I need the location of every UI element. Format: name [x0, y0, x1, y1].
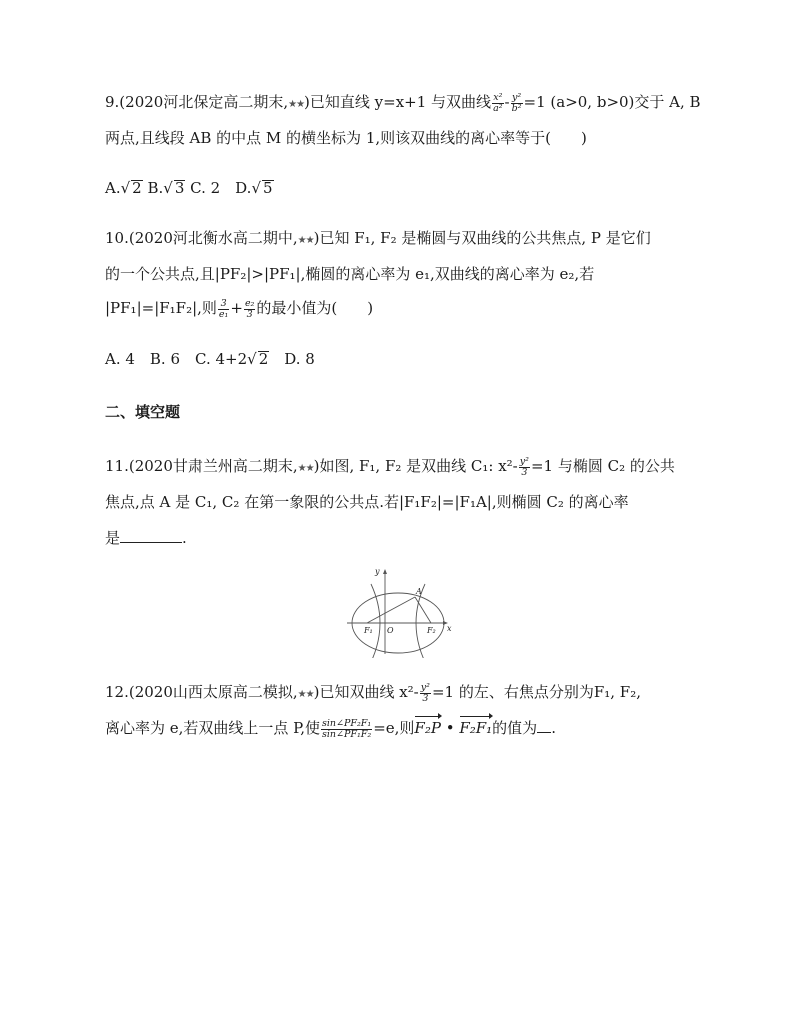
fraction-sin-ratio — [321, 719, 372, 740]
q12-line1 — [105, 682, 641, 705]
period: . — [551, 719, 556, 737]
frac-num: x² — [493, 91, 503, 103]
q9-line2: 两点,且线段 AB 的中点 M 的横坐标为 1,则该双曲线的离心率等于( ) — [105, 129, 587, 147]
q10-line2: 的一个公共点,且|PF₂|>|PF₁|,椭圆的离心率为 e₁,双曲线的离心率为 e₂,若 — [105, 265, 595, 283]
q11-line1 — [105, 456, 675, 479]
sqrt-sign: √ — [251, 179, 262, 197]
frac-num: e₂ — [244, 297, 255, 309]
q11-line3 — [105, 528, 187, 548]
radicand: 2 — [258, 350, 269, 368]
label-f1: F₁ — [364, 626, 373, 635]
frac-num: y² — [519, 455, 529, 467]
sqrt-sign: √ — [247, 350, 257, 368]
frac-num: sin∠PF₂F₁ — [322, 717, 372, 729]
q10-line1 — [105, 228, 651, 251]
fraction-3-e1 — [218, 299, 229, 320]
frac-den: a² — [493, 102, 503, 114]
q9-text: )已知直线 y=x+1 与双曲线 — [304, 93, 492, 111]
fraction-y2-b2 — [511, 93, 523, 114]
option-b: B. — [142, 179, 164, 197]
difficulty-stars: ★★ — [297, 235, 314, 246]
frac-den: e₁ — [218, 308, 229, 320]
q12-text-end: =1 的左、右焦点分别为F₁, F₂, — [431, 683, 641, 701]
q12-line2 — [105, 718, 556, 740]
frac-num: y² — [420, 681, 430, 693]
q12-source: 12.(2020山西太原高二模拟, — [105, 683, 298, 701]
options-abc: A. 4 B. 6 C. 4+2 — [105, 350, 248, 368]
q11-text: )如图, F₁, F₂ 是双曲线 C₁: x²- — [313, 457, 518, 475]
option-d: D. 8 — [269, 350, 315, 368]
frac-den: 3 — [521, 466, 528, 478]
q9-text-end: =1 (a>0, b>0)交于 A, B — [523, 93, 701, 111]
difficulty-stars: ★★ — [288, 99, 305, 110]
label-x: x — [447, 624, 452, 633]
y-axis-arrow — [383, 569, 387, 574]
sqrt-sign: √ — [120, 179, 131, 197]
fraction-e2-3 — [244, 299, 255, 320]
vector-f2p: F₂P — [414, 719, 441, 737]
q10-source: 10.(2020河北衡水高二期中, — [105, 229, 298, 247]
label-origin: O — [387, 626, 394, 635]
q12-text: 离心率为 e,若双曲线上一点 P,使 — [105, 719, 321, 737]
period: . — [182, 529, 187, 547]
difficulty-stars: ★★ — [297, 689, 314, 700]
q12-text-end: 的值为 — [492, 719, 538, 737]
label-f2: F₂ — [427, 626, 436, 635]
minus-sign: - — [504, 93, 510, 111]
hyperbola-left-branch — [371, 584, 380, 658]
fraction-x2-a2 — [492, 93, 503, 114]
q11-line2: 焦点,点 A 是 C₁, C₂ 在第一象限的公共点.若|F₁F₂|=|F₁A|,则椭圆 C₂ 的离心率 — [105, 493, 629, 511]
q9-line1 — [105, 92, 701, 115]
radicand: 3 — [174, 179, 185, 197]
section-title: 二、填空题 — [105, 403, 181, 421]
q11-source: 11.(2020甘肃兰州高二期末, — [105, 457, 298, 475]
q12-text: )已知双曲线 x²- — [313, 683, 419, 701]
label-y: y — [375, 567, 380, 576]
sqrt-sign: √ — [163, 179, 173, 197]
q11-text-end: =1 与椭圆 C₂ 的公共 — [530, 457, 675, 475]
segment-f1-a — [367, 597, 415, 623]
answer-blank — [537, 718, 551, 733]
frac-den: sin∠PF₁F₂ — [322, 728, 372, 740]
radicand: 5 — [263, 179, 273, 197]
vector-f2f1: F₂F₁ — [459, 719, 493, 737]
frac-den: b² — [511, 102, 522, 114]
difficulty-stars: ★★ — [297, 463, 314, 474]
q10-text: |PF₁|=|F₁F₂|,则 — [105, 299, 217, 317]
fraction-y2-3 — [420, 683, 431, 704]
q9-options — [105, 178, 274, 198]
fraction-y2-3 — [519, 457, 530, 478]
q12-text-mid: =e,则 — [373, 719, 415, 737]
q9-source: 9.(2020河北保定高二期末, — [105, 93, 289, 111]
ellipse-hyperbola-figure — [345, 566, 457, 658]
frac-num: y² — [511, 91, 522, 103]
radicand: 2 — [132, 179, 142, 197]
q10-line3 — [105, 298, 373, 320]
q11-text: 是 — [105, 529, 121, 547]
q10-text: )已知 F₁, F₂ 是椭圆与双曲线的公共焦点, P 是它们 — [313, 229, 651, 247]
label-a: A — [416, 587, 422, 596]
frac-den: 3 — [422, 692, 429, 704]
option-a: A. — [105, 179, 121, 197]
q10-text-end: 的最小值为( ) — [256, 299, 374, 317]
q10-options — [105, 349, 315, 369]
option-c-d: C. 2 D. — [185, 179, 252, 197]
frac-num: 3 — [218, 299, 229, 310]
answer-blank — [120, 528, 182, 543]
frac-den: 3 — [246, 308, 253, 320]
dot-product: • — [440, 719, 460, 737]
plus-sign: + — [230, 299, 243, 317]
